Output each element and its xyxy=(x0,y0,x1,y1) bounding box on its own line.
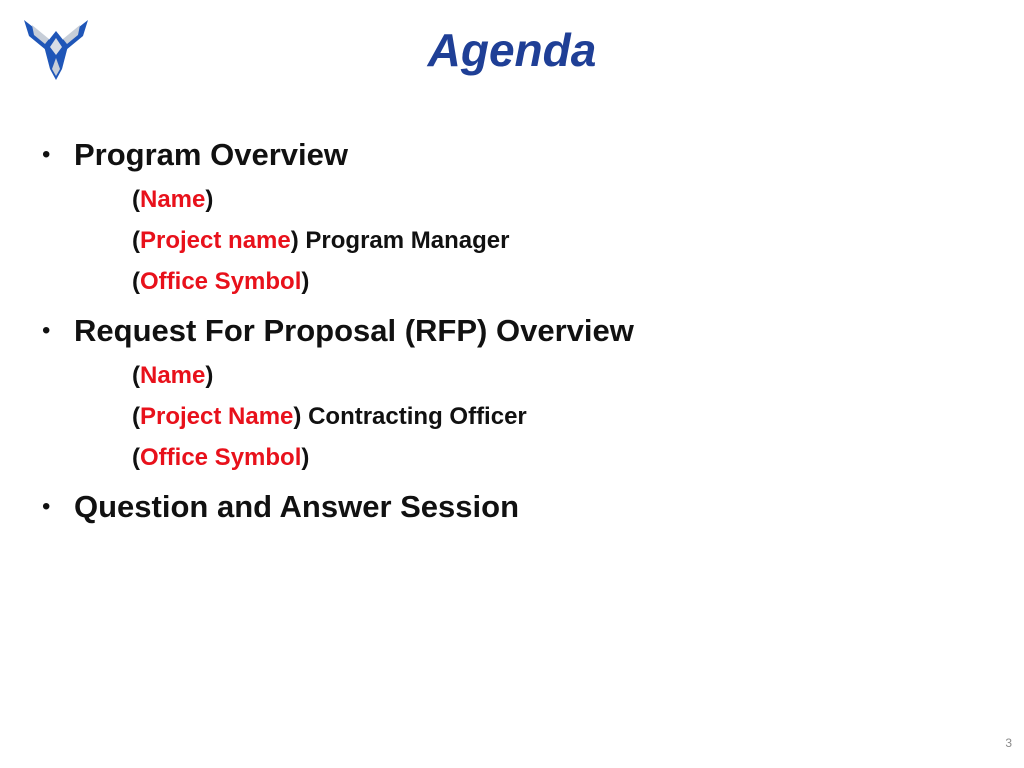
open-paren: ( xyxy=(132,186,140,213)
placeholder-field: Name xyxy=(140,186,206,213)
bullet-icon: • xyxy=(42,493,51,520)
close-paren: ) xyxy=(301,444,310,471)
bullet-heading: Request For Proposal (RFP) Overview xyxy=(74,313,634,348)
agenda-subitem xyxy=(40,261,980,302)
open-paren: ( xyxy=(132,444,140,471)
agenda-list xyxy=(40,134,980,528)
subitem-suffix: Contracting Officer xyxy=(301,403,527,430)
placeholder-field: Name xyxy=(140,362,206,389)
placeholder-field: Project name xyxy=(140,227,291,254)
agenda-subitem xyxy=(40,220,980,261)
close-paren: ) xyxy=(301,268,310,295)
open-paren: ( xyxy=(132,362,140,389)
agenda-subitem xyxy=(40,396,980,437)
agenda-subitem xyxy=(40,437,980,478)
agenda-section-rfp-overview xyxy=(40,310,980,478)
close-paren: ) xyxy=(205,362,214,389)
agenda-subitem xyxy=(40,355,980,396)
agenda-bullet xyxy=(40,310,980,352)
subitem-suffix: Program Manager xyxy=(298,227,510,254)
bullet-heading: Program Overview xyxy=(74,137,348,172)
bullet-icon: • xyxy=(42,317,51,344)
close-paren: ) xyxy=(205,186,214,213)
open-paren: ( xyxy=(132,227,140,254)
page-number: 3 xyxy=(1005,736,1012,750)
agenda-subitem xyxy=(40,179,980,220)
open-paren: ( xyxy=(132,403,140,430)
agenda-section-question-answer xyxy=(40,486,980,528)
agenda-subitems xyxy=(40,179,980,302)
agenda-subitems xyxy=(40,355,980,478)
placeholder-field: Project Name xyxy=(140,403,294,430)
slide-title: Agenda xyxy=(427,24,597,76)
placeholder-field: Office Symbol xyxy=(140,268,302,295)
placeholder-field: Office Symbol xyxy=(140,444,302,471)
close-paren: ) xyxy=(290,227,299,254)
open-paren: ( xyxy=(132,268,140,295)
agenda-bullet xyxy=(40,134,980,176)
agenda-bullet xyxy=(40,486,980,528)
bullet-icon: • xyxy=(42,141,51,168)
bullet-heading: Question and Answer Session xyxy=(74,489,520,524)
close-paren: ) xyxy=(293,403,302,430)
agenda-section-program-overview xyxy=(40,134,980,302)
